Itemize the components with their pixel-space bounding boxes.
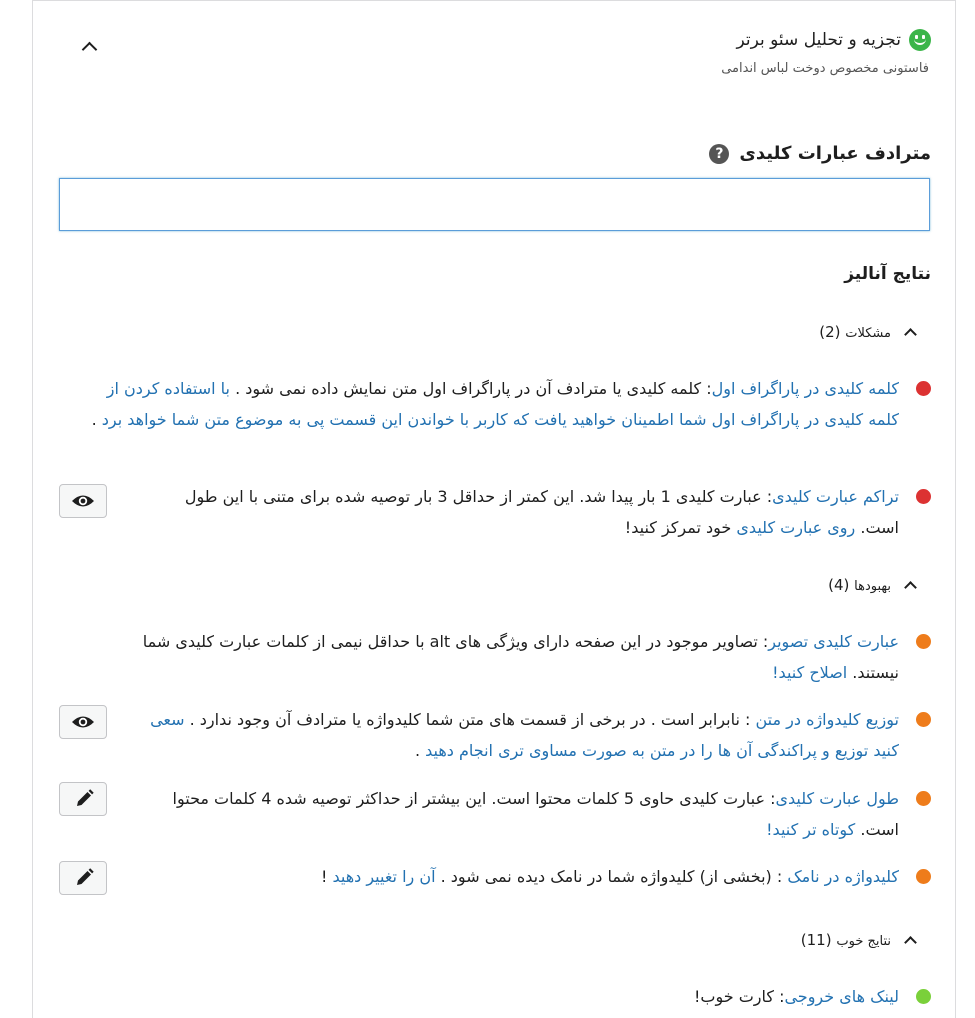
eye-icon [71, 714, 95, 730]
pencil-icon [74, 789, 94, 809]
group-good-results-toggle[interactable]: نتایج خوب (11) [801, 931, 915, 949]
list-item: لینک های خروجی: کارت خوب! [131, 981, 931, 1012]
seo-analysis-panel [32, 0, 956, 1018]
item-link[interactable]: روی عبارت کلیدی [736, 518, 856, 537]
item-link[interactable]: توزیع کلیدواژه در متن [755, 710, 899, 729]
chevron-up-icon [905, 580, 915, 590]
item-link[interactable]: لینک های خروجی [784, 987, 899, 1006]
item-link[interactable]: کلیدواژه در نامک [787, 867, 899, 886]
item-link[interactable]: کلمه کلیدی در پاراگراف اول [711, 379, 899, 398]
bullet-red-icon [916, 381, 931, 396]
synonyms-label: مترادف عبارات کلیدی ? [709, 143, 931, 164]
item-link[interactable]: تراکم عبارت کلیدی [772, 487, 899, 506]
edit-pencil-button[interactable] [59, 861, 107, 895]
bullet-orange-icon [916, 712, 931, 727]
bullet-orange-icon [916, 791, 931, 806]
edit-pencil-button[interactable] [59, 782, 107, 816]
highlight-eye-button[interactable] [59, 484, 107, 518]
list-item: تراکم عبارت کلیدی: عبارت کلیدی 1 بار پیدا شد. این کمتر از حداقل 3 بار توصیه شده برای متنی با این طول است. روی عبارت کلیدی خود تمرکز کنید! [151, 481, 931, 543]
item-link[interactable]: کوتاه تر کنید! [766, 820, 856, 839]
smiley-good-icon [909, 29, 931, 51]
synonyms-input[interactable] [59, 178, 930, 231]
help-icon[interactable]: ? [709, 144, 729, 164]
bullet-red-icon [916, 489, 931, 504]
pencil-icon [74, 868, 94, 888]
group-problems-toggle[interactable]: مشکلات (2) [819, 323, 915, 341]
item-link[interactable]: طول عبارت کلیدی [775, 789, 899, 808]
bullet-orange-icon [916, 869, 931, 884]
bullet-orange-icon [916, 634, 931, 649]
list-item: طول عبارت کلیدی: عبارت کلیدی حاوی 5 کلمات محتوا است. این بیشتر از حداکثر توصیه شده 4 کلمات محتوا است. کوتاه تر کنید! [171, 783, 931, 845]
list-item: عبارت کلیدی تصویر: تصاویر موجود در این صفحه دارای ویژگی های alt با حداقل نیمی از کلمات عبارت کلیدی شما نیستند. اصلاح کنید! [131, 626, 931, 688]
eye-icon [71, 493, 95, 509]
highlight-eye-button[interactable] [59, 705, 107, 739]
item-link[interactable]: اصلاح کنید! [772, 663, 848, 682]
item-link[interactable]: عبارت کلیدی تصویر [768, 632, 899, 651]
list-item: توزیع کلیدواژه در متن : نابرابر است . در برخی از قسمت های متن شما کلیدواژه یا مترادف آن وجود ندارد . سعی کنید توزیع و پراکندگی آن ها را در متن به صورت مساوی تری انجام دهید . [131, 704, 931, 766]
item-link[interactable]: با استفاده کردن از کلمه کلیدی در پاراگراف اول شما اطمینان خواهید یافت که کاربر با خواندن این قسمت پی به موضوع متن شما خواهد برد [101, 379, 899, 429]
item-link[interactable]: آن را تغییر دهید [332, 867, 436, 886]
list-item: کلمه کلیدی در پاراگراف اول: کلمه کلیدی یا مترادف آن در پاراگراف اول متن نمایش داده نمی شود . با استفاده کردن از کلمه کلیدی در پاراگراف اول شما اطمینان خواهید یافت که کاربر با خواندن این قسمت پی به موضوع متن شما خواهد برد . [91, 373, 931, 435]
chevron-up-icon [905, 935, 915, 945]
focus-keyphrase-subtitle: فاستونی مخصوص دوخت لباس اندامی [721, 61, 929, 76]
group-improvements-toggle[interactable]: بهبودها (4) [828, 576, 915, 594]
collapse-chevron-icon[interactable] [81, 39, 97, 55]
chevron-up-icon [905, 327, 915, 337]
analysis-results-title: نتایج آنالیز [844, 264, 931, 284]
bullet-green-icon [916, 989, 931, 1004]
analysis-header [721, 29, 931, 76]
analysis-title: تجزیه و تحلیل سئو برتر [736, 30, 901, 50]
list-item: کلیدواژه در نامک : (بخشی از) کلیدواژه شما در نامک دیده نمی شود . آن را تغییر دهید ! [171, 861, 931, 892]
item-link[interactable]: سعی کنید توزیع و پراکندگی آن ها را در متن به صورت مساوی تری انجام دهید [150, 710, 899, 760]
